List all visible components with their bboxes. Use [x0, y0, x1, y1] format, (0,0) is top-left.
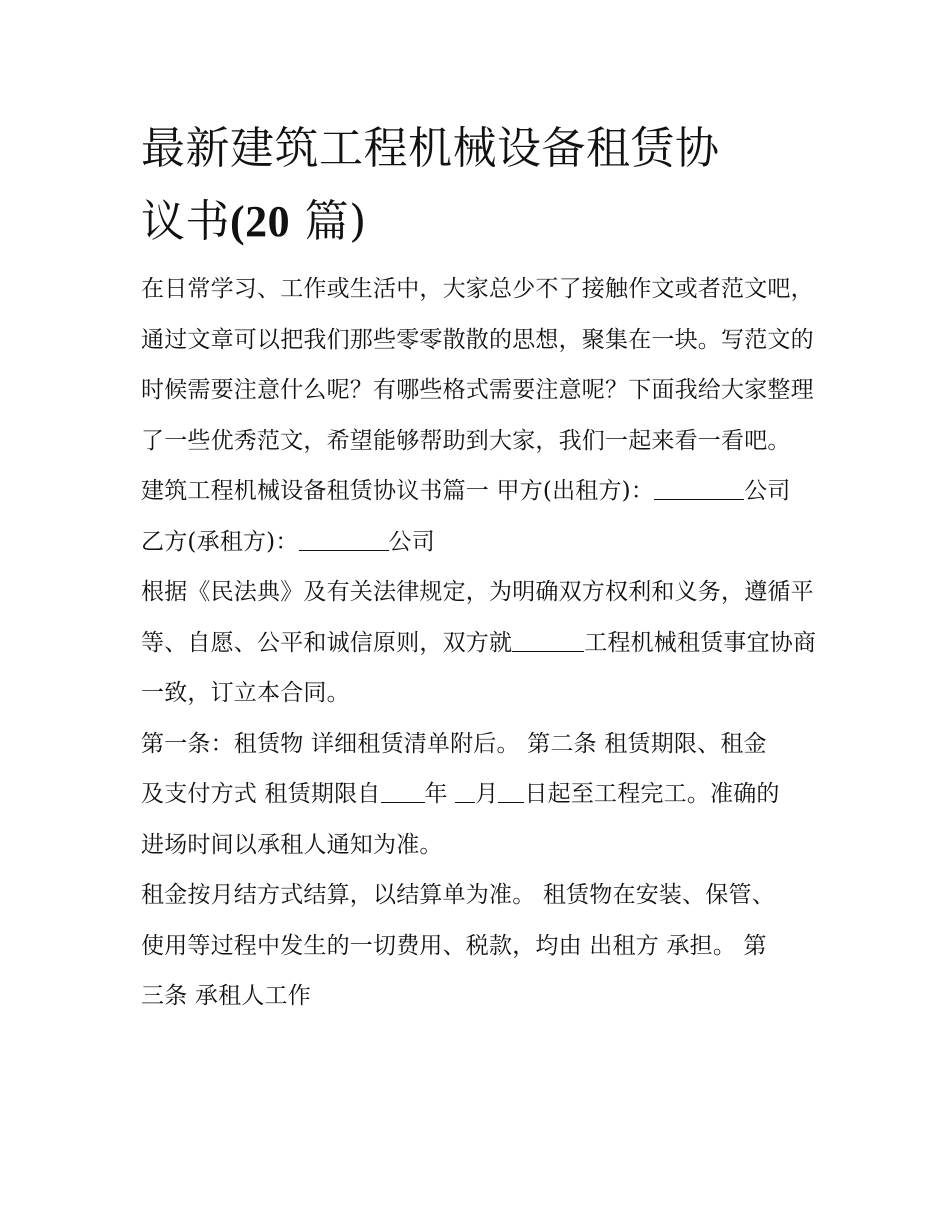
- lessor-blank: [654, 476, 744, 500]
- article1-text-3: 月: [475, 781, 499, 807]
- title-text-2: 议书: [141, 196, 230, 247]
- day-blank: [498, 779, 524, 803]
- parties-paragraph: [141, 466, 821, 567]
- article1-text-1: 第一条：租赁物 详细租赁清单附后。 第二条 租赁期限、租金及支付方式 租赁期限自: [141, 730, 767, 807]
- lessee-blank: [299, 527, 389, 551]
- basis-text-1: 根据《民法典》及有关法律规定，为明确双方权利和义务，遵循平等、自愿、公平和诚信原则，双方就: [141, 579, 814, 656]
- title-count: (20: [230, 197, 291, 246]
- basis-text-2: 工程机械租赁事宜协商一致，订立本合同。: [141, 629, 817, 706]
- article1-paragraph: [141, 719, 781, 871]
- parties-text-3: 公司: [388, 528, 435, 555]
- parties-text-2: 公司 乙方(承租方)：: [141, 478, 791, 555]
- document-title: [141, 112, 821, 258]
- article1-text-4: 日起至工程完工。准确的进场时间以承租人通知为准。: [141, 781, 780, 858]
- year-blank: [381, 779, 425, 803]
- intro-paragraph: 在日常学习、工作或生活中，大家总少不了接触作文或者范文吧，通过文章可以把我们那些零零散散的思想，聚集在一块。写范文的时候需要注意什么呢？有哪些格式需要注意呢？下面我给大家整理了一些优秀范文，希望能够帮助到大家，我们一起来看一看吧。: [141, 276, 814, 454]
- month-blank: [455, 779, 475, 803]
- article1-text-2: 年: [424, 781, 456, 807]
- document-page: [141, 112, 821, 1022]
- project-blank: [512, 628, 584, 652]
- article2-paragraph: 租金按月结方式结算，以结算单为准。 租赁物在安装、保管、使用等过程中发生的一切费用、税款，均由 出租方 承担。 第三条 承租人工作: [141, 882, 775, 1009]
- basis-paragraph: [141, 567, 821, 719]
- title-text-3: 篇): [290, 196, 367, 247]
- title-text-1: 最新建筑工程机械设备租赁协: [141, 123, 720, 174]
- parties-text-1: 建筑工程机械设备租赁协议书篇一 甲方(出租方)：: [141, 478, 655, 504]
